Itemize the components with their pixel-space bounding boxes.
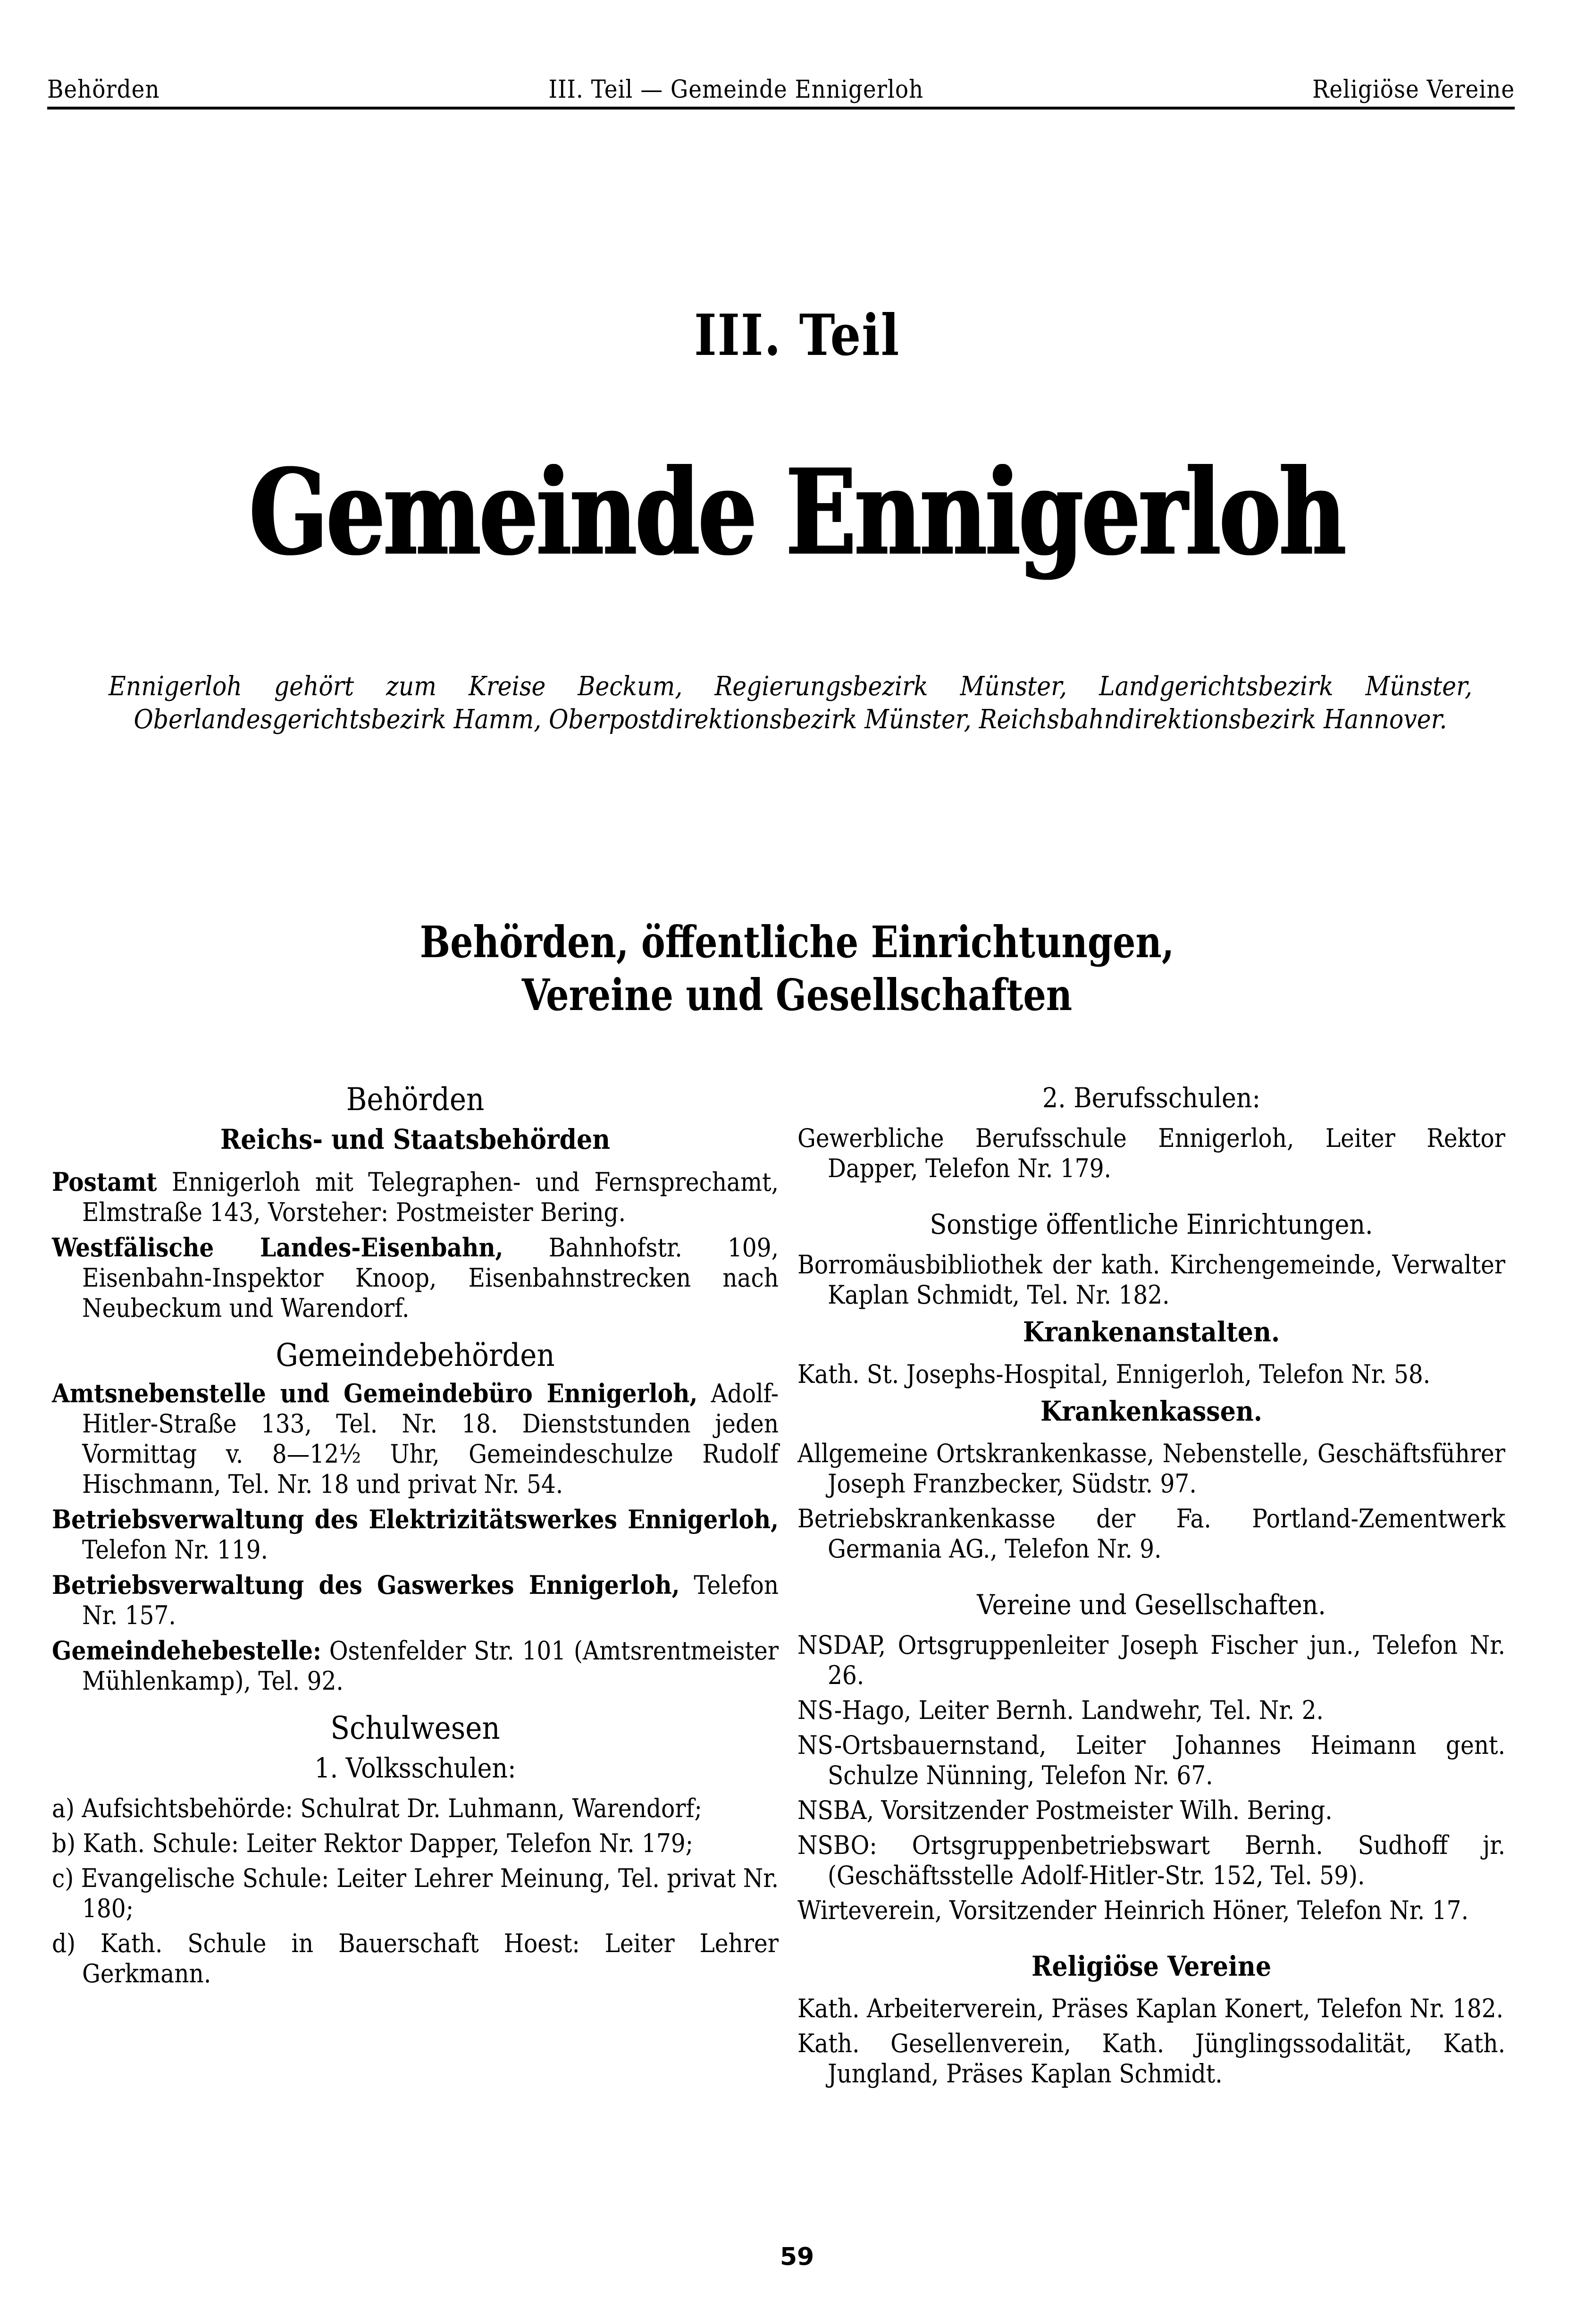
directory-entry: [797, 1730, 1505, 1791]
sonstige-entries: [797, 1250, 1505, 1310]
directory-entry: [52, 1794, 779, 1824]
entry-text: Aufsichtsbehörde: Schulrat Dr. Luhmann, Warendorf;: [74, 1794, 702, 1823]
directory-entry: [797, 1359, 1505, 1389]
entry-text: NSBA, Vorsitzender Postmeister Wilh. Bering.: [797, 1795, 1333, 1825]
berufsschulen-entries: [797, 1123, 1505, 1184]
entry-lead: Amtsnebenstelle und Gemeindebüro Ennigerloh,: [52, 1378, 698, 1408]
entry-text: Allgemeine Ortskrankenkasse, Nebenstelle, Geschäftsführer Joseph Franzbecker, Südstr. 97.: [797, 1439, 1505, 1499]
section-title: [64, 916, 1530, 1021]
directory-entry: [797, 1795, 1505, 1826]
entry-lead: a): [52, 1794, 75, 1823]
entry-text: NSDAP, Ortsgruppenleiter Joseph Fischer jun., Telefon Nr. 26.: [797, 1630, 1505, 1690]
krankenkassen-entries: [797, 1439, 1505, 1564]
reichs-entries: [52, 1167, 779, 1323]
heading-schulwesen: Schulwesen: [330, 1710, 500, 1746]
entry-lead: Postamt: [52, 1167, 157, 1197]
entry-lead: Betriebsverwaltung des Elektrizitätswerkes Ennigerloh,: [52, 1504, 779, 1534]
directory-entry: [52, 1863, 779, 1924]
directory-entry: [797, 1439, 1505, 1499]
entry-lead: Gemeindehebestelle:: [52, 1635, 321, 1666]
right-column: [797, 1081, 1505, 2094]
section-title-line-2: Vereine und Gesellschaften: [521, 969, 1073, 1020]
entry-text: Wirteverein, Vorsitzender Heinrich Höner, Telefon Nr. 17.: [797, 1895, 1469, 1925]
directory-entry: [797, 1895, 1505, 1926]
directory-entry: [52, 1167, 779, 1228]
directory-entry: [52, 1928, 779, 1989]
entry-lead: Westfälische Landes-Eisenbahn,: [52, 1232, 503, 1263]
heading-reichs-staatsbehoerden: Reichs- und Staatsbehörden: [220, 1123, 611, 1155]
entry-lead: c): [52, 1863, 74, 1893]
entry-text: Ennigerloh mit Telegraphen- und Fernsprechamt, Elmstraße 143, Vorsteher: Postmeister Bering.: [82, 1167, 779, 1227]
entry-text: Bahnhofstr. 109, Eisenbahn-Inspektor Knoop, Eisenbahnstrecken nach Neubeckum und Warendorf.: [82, 1233, 779, 1323]
heading-krankenkassen: Krankenkassen.: [1040, 1395, 1262, 1427]
directory-entry: [797, 2029, 1505, 2089]
heading-behoerden: Behörden: [346, 1081, 485, 1118]
directory-entry: [797, 1994, 1505, 2024]
entry-text: NS-Ortsbauernstand, Leiter Johannes Heimann gent. Schulze Nünning, Telefon Nr. 67.: [797, 1730, 1505, 1790]
heading-berufsschulen: 2. Berufsschulen:: [1042, 1082, 1261, 1114]
running-head-center: III. Teil — Gemeinde Ennigerloh: [548, 76, 924, 104]
vereine-entries: [797, 1630, 1505, 1926]
left-column: [52, 1081, 779, 1994]
running-head-right: Religiöse Vereine: [1312, 76, 1515, 104]
heading-sonstige-einrichtungen: Sonstige öffentliche Einrichtungen.: [930, 1208, 1373, 1240]
entry-lead: b): [52, 1828, 76, 1858]
directory-entry: [797, 1250, 1505, 1310]
directory-entry: [52, 1828, 779, 1859]
intro-paragraph: Ennigerloh gehört zum Kreise Beckum, Regierungsbezirk Münster, Landgerichtsbezirk Münster, Oberlandesgerichtsbezirk Hamm, Oberpostdirektionsbezirk Münster, Reichsbahndirektionsbezirk Hannover.: [109, 671, 1472, 735]
entry-text: Kath. Schule: Leiter Rektor Dapper, Telefon Nr. 179;: [76, 1828, 693, 1858]
directory-entry: [797, 1830, 1505, 1891]
volksschulen-entries: [52, 1794, 779, 1989]
page-number: 59: [780, 2243, 814, 2271]
entry-text: Kath. St. Josephs-Hospital, Ennigerloh, Telefon Nr. 58.: [797, 1359, 1431, 1389]
entry-text: Evangelische Schule: Leiter Lehrer Meinung, Tel. privat Nr. 180;: [74, 1863, 779, 1923]
entry-text: NS-Hago, Leiter Bernh. Landwehr, Tel. Nr. 2.: [797, 1695, 1324, 1725]
entry-text: Kath. Arbeiterverein, Präses Kaplan Konert, Telefon Nr. 182.: [797, 1994, 1504, 2023]
entry-text: Betriebskrankenkasse der Fa. Portland-Zementwerk Germania AG., Telefon Nr. 9.: [797, 1504, 1505, 1564]
entry-text: Borromäusbibliothek der kath. Kirchengemeinde, Verwalter Kaplan Schmidt, Tel. Nr. 182.: [797, 1250, 1505, 1310]
directory-entry: [52, 1570, 779, 1631]
entry-text: Adolf-Hitler-Straße 133, Tel. Nr. 18. Dienststunden jeden Vormittag v. 8—12½ Uhr, Gemeindeschulze Rudolf Hischmann, Tel. Nr. 18 und privat Nr. 54.: [82, 1379, 779, 1499]
entry-text: NSBO: Ortsgruppenbetriebswart Bernh. Sudhoff jr. (Geschäftsstelle Adolf-Hitler-Str. 152, Tel. 59).: [797, 1830, 1505, 1890]
entry-lead: d): [52, 1928, 76, 1958]
heading-vereine-gesellschaften: Vereine und Gesellschaften.: [977, 1589, 1326, 1621]
section-title-line-1: Behörden, öffentliche Einrichtungen,: [419, 917, 1175, 968]
entry-text: Telefon Nr. 157.: [82, 1570, 779, 1630]
directory-entry: [52, 1635, 779, 1696]
heading-religioese-vereine: Religiöse Vereine: [1031, 1950, 1272, 1982]
directory-entry: [52, 1378, 779, 1499]
entry-text: Kath. Gesellenverein, Kath. Jünglingssodalität, Kath. Jungland, Präses Kaplan Schmidt.: [797, 2029, 1505, 2088]
heading-krankenanstalten: Krankenanstalten.: [1023, 1316, 1280, 1348]
part-title: III. Teil: [694, 302, 900, 369]
entry-text: Telefon Nr. 119.: [82, 1535, 268, 1565]
entry-lead: Betriebsverwaltung des Gaswerkes Ennigerloh,: [52, 1570, 680, 1600]
directory-entry: [797, 1123, 1505, 1184]
directory-entry: [52, 1232, 779, 1323]
entry-text: Gewerbliche Berufsschule Ennigerloh, Leiter Rektor Dapper, Telefon Nr. 179.: [797, 1123, 1505, 1183]
krankenanstalten-entries: [797, 1359, 1505, 1389]
entry-text: Kath. Schule in Bauerschaft Hoest: Leiter Lehrer Gerkmann.: [76, 1928, 779, 1988]
running-head: [47, 66, 1515, 109]
directory-entry: [797, 1630, 1505, 1691]
gemeinde-entries: [52, 1378, 779, 1696]
heading-gemeindebehoerden: Gemeindebehörden: [276, 1337, 555, 1373]
directory-entry: [797, 1695, 1505, 1726]
religioese-entries: [797, 1994, 1505, 2089]
entry-text: Ostenfelder Str. 101 (Amtsrentmeister Mühlenkamp), Tel. 92.: [82, 1636, 779, 1696]
main-title: Gemeinde Ennigerloh: [249, 443, 1345, 581]
heading-volksschulen: 1. Volksschulen:: [314, 1752, 516, 1784]
directory-entry: [797, 1504, 1505, 1564]
running-head-left: Behörden: [47, 76, 160, 104]
directory-entry: [52, 1504, 779, 1565]
